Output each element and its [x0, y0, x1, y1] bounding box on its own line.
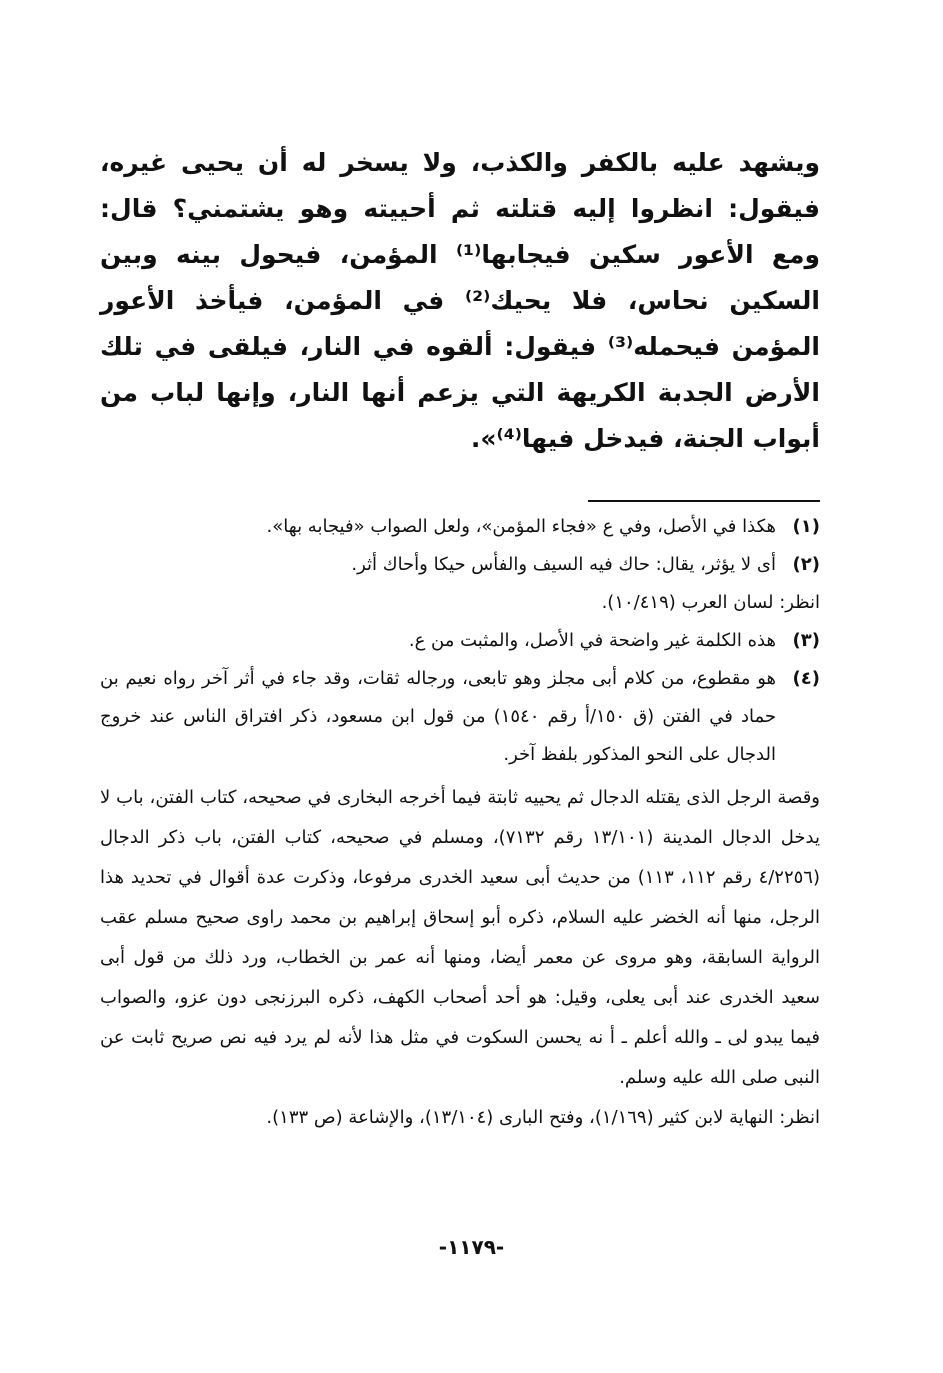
- commentary-paragraph: وقصة الرجل الذى يقتله الدجال ثم يحييه ثابتة فيما أخرجه البخارى في صحيحه، كتاب الفتن، باب لا يدخل الدجال المدينة (١٣/١٠١ رقم ٧١٣٢)، ومسلم في صحيحه، كتاب الفتن، باب ذكر الدجال (٤/٢٢٥٦ رقم ١١٢، ١١٣) من حديث أبى سعيد الخدرى مرفوعا، وذكرت عدة أقوال في تحديد هذا الرجل، منها أنه الخضر عليه السلام، ذكره أبو إسحاق إبراهيم بن محمد راوى صحيح مسلم عقب الرواية السابقة، وهو مروى عن معمر أيضا، ومنها أنه عمر بن الخطاب، ورد ذلك من قول أبى سعيد الخدرى عند أبى يعلى، وقيل: هو أحد أصحاب الكهف، ذكره البرزنجى دون عزو، والصواب فيما يبدو لى ـ والله أعلم ـ أ نه يحسن السكوت في مثل هذا لأنه لم يرد فيه نص صريح ثابت عن النبى صلى الله عليه وسلم.: [100, 787, 820, 1088]
- footnote-text: هو مقطوع، من كلام أبى مجلز وهو تابعى، ورجاله ثقات، وقد جاء في أثر آخر رواه نعيم بن حماد في الفتن (ق ١٥٠/أ رقم ١٥٤٠) من قول ابن مسعود، ذكر افتراق الناس عند خروج الدجال على النحو المذكور بلفظ آخر.: [100, 668, 776, 765]
- page-number: -١١٧٩-: [438, 1235, 505, 1259]
- footnote-text: هكذا في الأصل، وفي ع «فجاء المؤمن»، ولعل الصواب «فيجابه بها».: [266, 516, 776, 537]
- footnote-text: أى لا يؤثر، يقال: حاك فيه السيف والفأس حيكا وأحاك أثر.: [351, 554, 776, 575]
- main-text: [100, 140, 820, 462]
- footnotes: [100, 490, 820, 774]
- commentary: [100, 778, 820, 1138]
- footnote-3: [100, 622, 820, 660]
- footnote-number: (٢): [792, 554, 820, 575]
- footnote-number: (٣): [792, 630, 820, 651]
- commentary-references: انظر: النهاية لابن كثير (١/١٦٩)، وفتح البارى (١٣/١٠٤)، والإشاعة (ص ١٣٣).: [266, 1107, 820, 1128]
- footnote-2: [100, 546, 820, 584]
- main-paragraph: ويشهد عليه بالكفر والكذب، ولا يسخر له أن يحيى غيره، فيقول: انظروا إليه قتلته ثم أحييته وهو يشتمني؟ قال: ومع الأعور سكين فيجابها⁽¹⁾ المؤمن، فيحول بينه وبين السكين نحاس، فلا يحيك⁽²⁾ في المؤمن، فيأخذ الأعور المؤمن فيحمله⁽³⁾ فيقول: ألقوه في النار، فيلقى في تلك الأرض الجدبة الكريهة التي يزعم أنها النار، وإنها لباب من أبواب الجنة، فيدخل فيها⁽⁴⁾».: [100, 148, 821, 453]
- footnote-number: (٤): [792, 668, 820, 689]
- footnote-2-continuation: انظر: لسان العرب (١٠/٤١٩).: [601, 592, 820, 613]
- footnote-4: [100, 660, 820, 774]
- footnote-number: (١): [792, 516, 820, 537]
- footnote-text: هذه الكلمة غير واضحة في الأصل، والمثبت من ع.: [408, 630, 776, 651]
- footnote-1: [100, 508, 820, 546]
